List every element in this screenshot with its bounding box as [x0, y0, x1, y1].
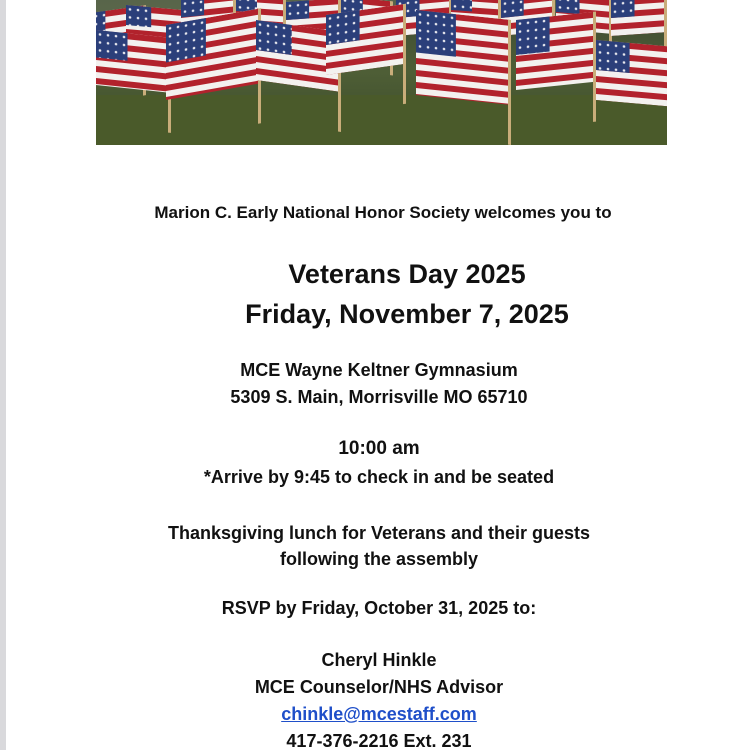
- flags-banner-image: [96, 0, 667, 145]
- rsvp-text: RSVP by Friday, October 31, 2025 to:: [221, 598, 537, 618]
- contact-phone: 417-376-2216 Ext. 231: [286, 731, 472, 751]
- contact-role: MCE Counselor/NHS Advisor: [254, 677, 504, 697]
- lunch-note: [4, 520, 750, 572]
- event-date: Friday, November 7, 2025: [245, 299, 569, 329]
- lunch-line-2: following the assembly: [279, 549, 479, 569]
- flags-photo: [96, 0, 667, 145]
- venue-block: [4, 357, 750, 411]
- contact-name: Cheryl Hinkle: [321, 650, 437, 670]
- lunch-line-1: Thanksgiving lunch for Veterans and their guests: [167, 523, 591, 543]
- event-title: Veterans Day 2025: [288, 259, 526, 289]
- contact-block: [4, 647, 750, 755]
- contact-email-link[interactable]: chinkle@mcestaff.com: [281, 704, 477, 724]
- venue-address: 5309 S. Main, Morrisville MO 65710: [230, 387, 528, 407]
- venue-name: MCE Wayne Keltner Gymnasium: [240, 360, 518, 380]
- intro-text: Marion C. Early National Honor Society welcomes you to: [154, 203, 612, 222]
- arrival-note: *Arrive by 9:45 to check in and be seated: [203, 467, 555, 487]
- event-heading: [32, 254, 750, 334]
- event-time: 10:00 am: [338, 438, 420, 459]
